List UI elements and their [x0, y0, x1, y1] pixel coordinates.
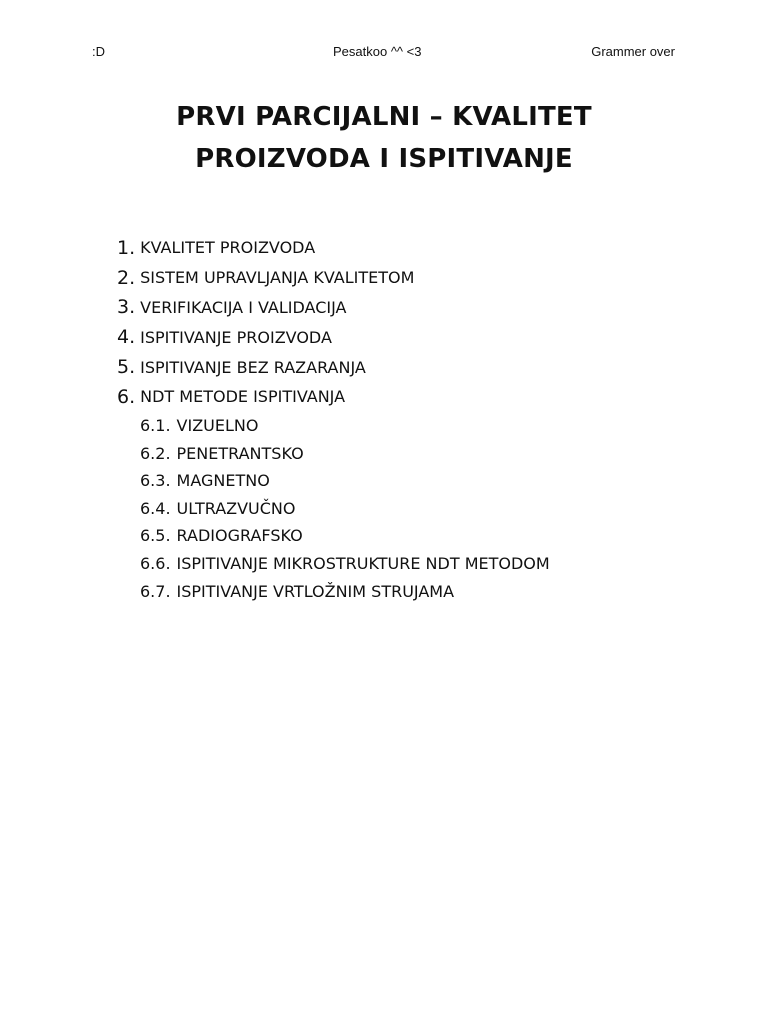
- document-title: [0, 96, 768, 180]
- toc-subitem-number: 6.1.: [140, 416, 171, 436]
- toc-subitem: [117, 467, 737, 495]
- toc-item-number: 1.: [117, 236, 136, 259]
- header-right-text: Grammer over: [591, 44, 675, 59]
- header-left-text: :D: [92, 44, 105, 59]
- toc-item-label: VERIFIKACIJA I VALIDACIJA: [140, 297, 347, 317]
- title-line-2: PROIZVODA I ISPITIVANJE: [195, 144, 573, 174]
- toc-subitem-number: 6.5.: [140, 526, 171, 546]
- toc-subitem-label: ISPITIVANJE MIKROSTRUKTURE NDT METODOM: [176, 554, 550, 574]
- table-of-contents: [117, 233, 737, 605]
- toc-subitem: [117, 412, 737, 440]
- toc-item: [117, 382, 737, 412]
- toc-subitem: [117, 550, 737, 578]
- toc-subitem: [117, 577, 737, 605]
- toc-item-number: 6.: [117, 385, 136, 408]
- toc-item-number: 4.: [117, 326, 136, 349]
- page-header: [0, 44, 768, 62]
- toc-item: [117, 293, 737, 323]
- toc-subitem: [117, 495, 737, 523]
- toc-subitem-number: 6.7.: [140, 581, 171, 601]
- toc-subitem-number: 6.3.: [140, 471, 171, 491]
- toc-item-label: SISTEM UPRAVLJANJA KVALITETOM: [140, 268, 415, 288]
- toc-item-label: NDT METODE ISPITIVANJA: [140, 387, 346, 407]
- toc-subitem-number: 6.6.: [140, 554, 171, 574]
- toc-item: [117, 233, 737, 263]
- toc-subitem-label: ISPITIVANJE VRTLOŽNIM STRUJAMA: [176, 581, 455, 601]
- toc-subitem-label: PENETRANTSKO: [176, 443, 304, 463]
- toc-subitem-label: RADIOGRAFSKO: [176, 526, 303, 546]
- toc-subitem-number: 6.4.: [140, 498, 171, 518]
- toc-subitem: [117, 522, 737, 550]
- toc-item-number: 5.: [117, 356, 136, 379]
- toc-item: [117, 322, 737, 352]
- toc-subitem-number: 6.2.: [140, 443, 171, 463]
- toc-item: [117, 352, 737, 382]
- title-line-1: PRVI PARCIJALNI – KVALITET: [176, 102, 592, 132]
- toc-subitem-label: VIZUELNO: [176, 416, 259, 436]
- toc-subitem-label: MAGNETNO: [176, 471, 270, 491]
- toc-item-number: 3.: [117, 296, 136, 319]
- toc-item: [117, 263, 737, 293]
- toc-item-label: ISPITIVANJE PROIZVODA: [140, 327, 332, 347]
- header-center-text: Pesatkoo ^^ <3: [333, 44, 422, 59]
- toc-item-number: 2.: [117, 266, 136, 289]
- toc-subitem: [117, 439, 737, 467]
- toc-item-label: KVALITET PROIZVODA: [140, 238, 316, 258]
- toc-item-label: ISPITIVANJE BEZ RAZARANJA: [140, 357, 366, 377]
- toc-subitem-label: ULTRAZVUČNO: [176, 498, 296, 518]
